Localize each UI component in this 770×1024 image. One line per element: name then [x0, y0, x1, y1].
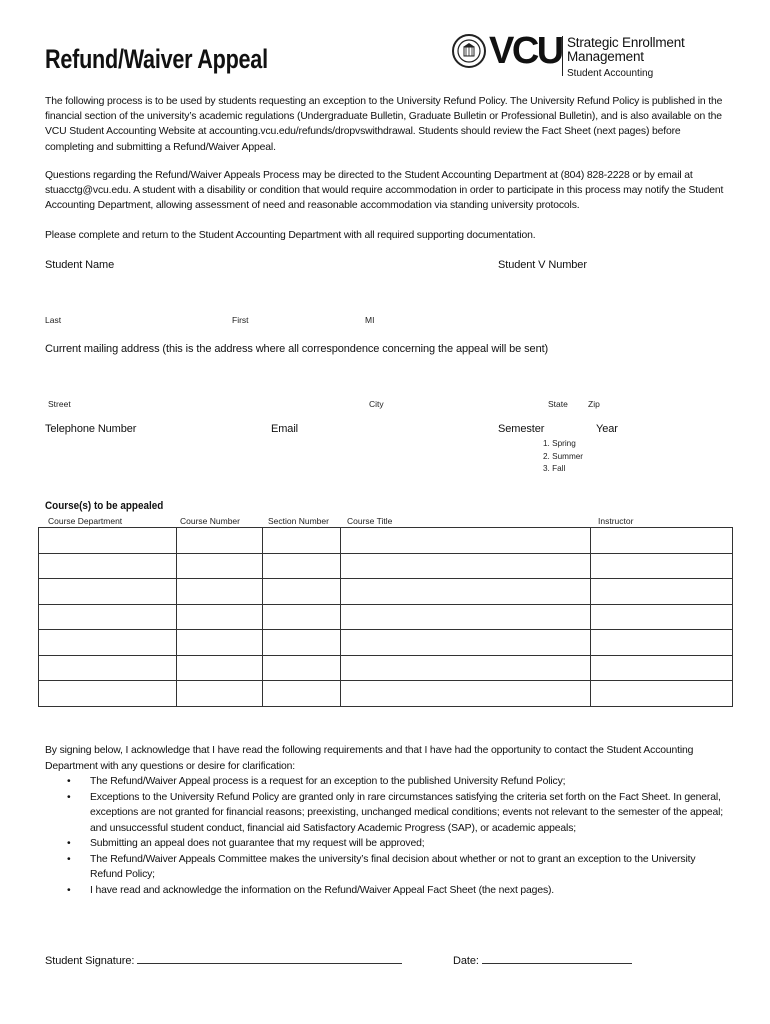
logo-department: Student Accounting	[567, 68, 654, 79]
table-row	[39, 528, 733, 554]
vcu-seal-icon	[452, 34, 486, 68]
column-instructor: Instructor	[598, 516, 634, 526]
list-item	[45, 883, 725, 899]
date-line[interactable]	[482, 952, 632, 964]
table-cell[interactable]	[341, 655, 591, 681]
table-cell[interactable]	[341, 528, 591, 554]
bullet-text: Submitting an appeal does not guarantee that my request will be approved;	[90, 838, 425, 849]
column-section-number: Section Number	[268, 516, 329, 526]
student-signature-field	[45, 952, 402, 967]
logo-divider	[562, 36, 563, 76]
seal-emblem-icon	[456, 38, 482, 64]
table-cell[interactable]	[341, 604, 591, 630]
table-cell[interactable]	[263, 528, 341, 554]
telephone-label: Telephone Number	[45, 423, 137, 435]
middle-initial-label: MI	[365, 315, 375, 325]
table-cell[interactable]	[177, 630, 263, 656]
logo-line-1: Strategic Enrollment	[567, 35, 685, 50]
student-name-label: Student Name	[45, 259, 115, 271]
acknowledgement-section	[45, 743, 725, 898]
bullet-text: The Refund/Waiver Appeal process is a request for an exception to the published University Refund Policy;	[90, 776, 566, 787]
semester-option-summer: 2. Summer	[543, 451, 584, 461]
vcu-logo-mark: VCU	[489, 30, 562, 72]
logo-line-2: Management	[567, 49, 644, 64]
table-cell[interactable]	[263, 630, 341, 656]
table-cell[interactable]	[341, 681, 591, 707]
table-cell[interactable]	[591, 681, 733, 707]
bullet-text: I have read and acknowledge the information on the Refund/Waiver Appeal Fact Sheet (the next pages).	[90, 884, 555, 896]
table-row	[39, 579, 733, 605]
list-item	[45, 774, 725, 790]
table-row	[39, 553, 733, 579]
last-name-label: Last	[45, 315, 62, 325]
table-row	[39, 681, 733, 707]
table-cell[interactable]	[341, 553, 591, 579]
table-cell[interactable]	[591, 604, 733, 630]
date-label: Date:	[453, 955, 479, 967]
student-v-number-label: Student V Number	[498, 259, 587, 271]
table-cell[interactable]	[263, 681, 341, 707]
table-cell[interactable]	[177, 604, 263, 630]
table-cell[interactable]	[39, 630, 177, 656]
table-cell[interactable]	[263, 553, 341, 579]
intro-paragraph-2: Questions regarding the Refund/Waiver Appeals Process may be directed to the Student Accounting Department at (804) 828-2228 or by email at stuacctg@vcu.edu. A student with a disability or condition that would require accommodation in order to participate in this process may notify the Student Accounting Department, allowing assessment of need and reasonable accommodation via standing university protocols.	[45, 170, 724, 212]
table-cell[interactable]	[177, 655, 263, 681]
year-label: Year	[596, 423, 618, 435]
first-name-label: First	[232, 315, 249, 325]
bullet-icon: •	[67, 776, 71, 787]
acknowledgement-intro: By signing below, I acknowledge that I have read the following requirements and that I have had the opportunity to contact the Student Accounting Department with any questions or desire for clarification:	[45, 745, 694, 772]
table-row	[39, 655, 733, 681]
table-cell[interactable]	[39, 528, 177, 554]
table-cell[interactable]	[591, 553, 733, 579]
courses-table	[38, 527, 733, 707]
semester-options	[543, 438, 583, 476]
table-cell[interactable]	[39, 604, 177, 630]
table-row	[39, 630, 733, 656]
zip-label: Zip	[588, 399, 600, 409]
table-cell[interactable]	[263, 604, 341, 630]
table-cell[interactable]	[263, 655, 341, 681]
list-item	[45, 852, 725, 883]
table-cell[interactable]	[341, 630, 591, 656]
date-field	[453, 952, 632, 967]
semester-option-fall: 3. Fall	[543, 464, 566, 473]
table-cell[interactable]	[591, 655, 733, 681]
table-cell[interactable]	[177, 553, 263, 579]
table-cell[interactable]	[177, 579, 263, 605]
intro-paragraph-1: The following process is to be used by students requesting an exception to the University Refund Policy. The University Refund Policy is published in the financial section of the university’s academic regulations (Undergraduate Bulletin, Graduate Bulletin or Professional Bulletin), and is also available on the VCU Student Accounting Website at accounting.vcu.edu/refunds/dropvswithdrawal. Students should review the Fact Sheet (next pages) before completing and submitting a Refund/Waiver Appeal.	[45, 96, 723, 153]
table-cell[interactable]	[39, 553, 177, 579]
bullet-icon: •	[67, 884, 71, 896]
table-cell[interactable]	[39, 681, 177, 707]
courses-heading: Course(s) to be appealed	[45, 500, 164, 512]
mailing-address-label: Current mailing address (this is the address where all correspondence concerning the appeal will be sent)	[45, 343, 549, 355]
bullet-text: Exceptions to the University Refund Policy are granted only in rare circumstances satisfying the criteria set forth on the Fact Sheet. In general, exceptions are not granted for financial reasons; preexisting, unchanged medical conditions; events not relevant to the semester of the appeal; and unsuccessful student conduct, financial aid Satisfactory Academic Progress (SAP), or academic appeals;	[90, 791, 723, 834]
table-cell[interactable]	[39, 579, 177, 605]
table-cell[interactable]	[39, 655, 177, 681]
bullet-icon: •	[67, 791, 71, 803]
student-signature-line[interactable]	[137, 952, 402, 964]
intro-paragraph-3: Please complete and return to the Student Accounting Department with all required supporting documentation.	[45, 230, 536, 241]
table-cell[interactable]	[177, 528, 263, 554]
column-course-department: Course Department	[48, 516, 123, 526]
semester-label: Semester	[498, 423, 545, 435]
table-cell[interactable]	[591, 579, 733, 605]
street-label: Street	[48, 399, 71, 409]
bullet-icon: •	[67, 853, 71, 865]
city-label: City	[369, 399, 384, 409]
bullet-text: The Refund/Waiver Appeals Committee makes the university’s final decision about whether or not to grant an exception to the University Refund Policy;	[90, 853, 696, 880]
student-signature-label: Student Signature:	[45, 955, 135, 967]
list-item	[45, 836, 725, 852]
acknowledgement-list	[45, 774, 725, 898]
state-label: State	[548, 399, 568, 409]
table-cell[interactable]	[177, 681, 263, 707]
table-cell[interactable]	[591, 630, 733, 656]
table-cell[interactable]	[591, 528, 733, 554]
list-item	[45, 790, 725, 837]
table-row	[39, 604, 733, 630]
table-cell[interactable]	[341, 579, 591, 605]
page-title: Refund/Waiver Appeal	[45, 44, 268, 74]
email-label: Email	[271, 423, 299, 435]
column-course-number: Course Number	[180, 516, 240, 526]
column-course-title: Course Title	[347, 516, 393, 526]
bullet-icon: •	[67, 838, 71, 849]
semester-option-spring: 1. Spring	[543, 439, 576, 448]
table-cell[interactable]	[263, 579, 341, 605]
